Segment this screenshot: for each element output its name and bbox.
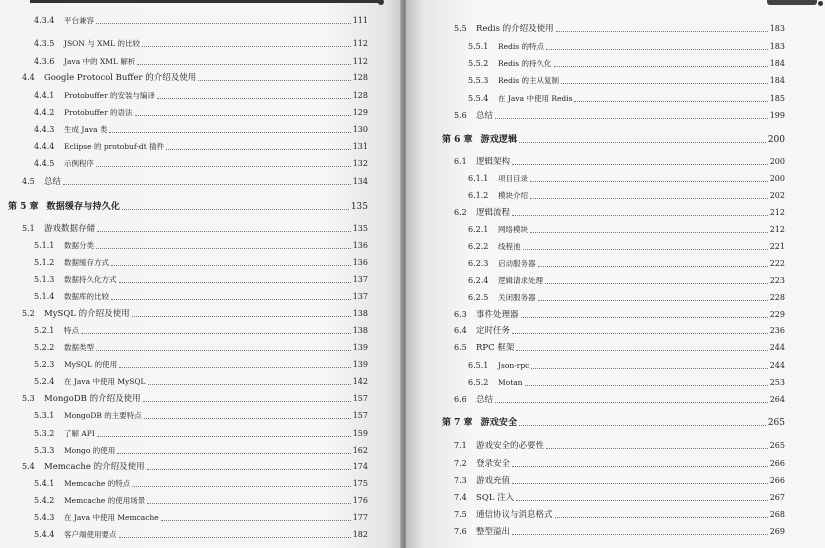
toc-title: MongoDB 的介绍及使用 bbox=[44, 394, 141, 404]
header-rule bbox=[30, 0, 380, 3]
toc-subsection bbox=[34, 39, 368, 49]
dot-leader bbox=[111, 299, 351, 300]
dot-leader bbox=[97, 436, 351, 437]
dot-leader bbox=[512, 164, 768, 165]
dot-leader bbox=[495, 402, 768, 403]
toc-number: 5.4.3 bbox=[34, 513, 55, 522]
toc-title: Redis 的介绍及使用 bbox=[476, 24, 554, 34]
toc-page-number: 128 bbox=[352, 91, 368, 100]
toc-title: 在 Java 中使用 Memcache bbox=[64, 513, 159, 522]
toc-number: 4.3.4 bbox=[34, 16, 55, 25]
toc-number: 4.4.2 bbox=[34, 108, 55, 117]
toc-page-number: 222 bbox=[769, 259, 785, 268]
dot-leader bbox=[554, 66, 768, 67]
toc-number: 7.3 bbox=[454, 476, 467, 485]
toc-page-number: 266 bbox=[769, 459, 785, 468]
toc-page-number: 157 bbox=[352, 394, 368, 403]
dot-leader bbox=[546, 448, 768, 449]
toc-number: 6.2.1 bbox=[468, 225, 489, 234]
toc-subsection bbox=[468, 242, 785, 252]
dot-leader bbox=[111, 265, 351, 266]
toc-title: 特点 bbox=[64, 326, 79, 335]
toc-page-number: 244 bbox=[769, 361, 785, 370]
toc-section bbox=[454, 527, 785, 537]
toc-number: 5.5.1 bbox=[468, 42, 489, 51]
toc-page-number: 112 bbox=[352, 39, 368, 48]
toc-page-number: 266 bbox=[769, 476, 785, 485]
toc-section bbox=[22, 309, 368, 319]
toc-number: 5.5.2 bbox=[468, 59, 489, 68]
toc-title: 逻辑流程 bbox=[476, 208, 511, 218]
dot-leader bbox=[142, 46, 351, 47]
toc-title: 事件处理器 bbox=[476, 310, 519, 320]
toc-page-number: 264 bbox=[769, 395, 785, 404]
toc-number: 6.1 bbox=[454, 157, 467, 166]
dot-leader bbox=[132, 316, 351, 317]
dot-leader bbox=[137, 64, 350, 65]
toc-subsection bbox=[468, 42, 785, 52]
toc-section bbox=[454, 476, 785, 486]
toc-title: Memcache 的特点 bbox=[64, 479, 131, 488]
toc-number: 5.1.3 bbox=[34, 275, 55, 284]
toc-title: Memcache 的使用场景 bbox=[64, 496, 146, 505]
toc-page-number: 174 bbox=[352, 462, 368, 471]
dot-leader bbox=[97, 231, 351, 232]
toc-title: 了解 API bbox=[64, 429, 95, 438]
dot-leader bbox=[561, 83, 768, 84]
toc-page-number: 137 bbox=[352, 292, 368, 301]
toc-section bbox=[22, 224, 368, 234]
toc-subsection bbox=[468, 293, 785, 303]
toc-subsection bbox=[34, 159, 368, 169]
toc-title: 线程池 bbox=[498, 242, 521, 251]
toc-number: 5.6 bbox=[454, 111, 467, 120]
toc-number: 6.2.5 bbox=[468, 293, 489, 302]
toc-number: 6.6 bbox=[454, 395, 467, 404]
dot-leader bbox=[96, 166, 351, 167]
dot-leader bbox=[143, 401, 351, 402]
toc-title: Protobuffer 的安装与编译 bbox=[64, 91, 156, 100]
toc-number: 6.2.2 bbox=[468, 242, 489, 251]
toc-page-number: 183 bbox=[769, 42, 785, 51]
toc-title: Protobuffer 的语法 bbox=[64, 108, 133, 117]
toc-title: 整型溢出 bbox=[476, 527, 511, 537]
dot-leader bbox=[119, 537, 351, 538]
toc-number: 6.5.1 bbox=[468, 361, 489, 370]
toc-page-number: 135 bbox=[352, 224, 368, 233]
right-page bbox=[406, 0, 825, 548]
toc-section bbox=[22, 177, 368, 187]
toc-page-number: 136 bbox=[352, 258, 368, 267]
toc-title: JSON 与 XML 的比较 bbox=[64, 39, 141, 48]
toc-number: 7.6 bbox=[454, 527, 467, 536]
toc-page-number: 135 bbox=[350, 202, 368, 212]
toc-number: 5.3.3 bbox=[34, 446, 55, 455]
toc-title: 总结 bbox=[44, 177, 62, 187]
toc-number: 5.1.1 bbox=[34, 241, 55, 250]
toc-subsection bbox=[468, 76, 785, 86]
toc-subsection bbox=[34, 57, 368, 67]
toc-number: 6.2.3 bbox=[468, 259, 489, 268]
dot-leader bbox=[512, 333, 768, 334]
toc-page-number: 130 bbox=[352, 125, 368, 134]
toc-page-number: 212 bbox=[769, 225, 785, 234]
toc-section bbox=[454, 208, 785, 218]
toc-title: 游戏逻辑 bbox=[480, 135, 518, 145]
toc-page-number: 253 bbox=[769, 378, 785, 387]
toc-number: 4.3.5 bbox=[34, 39, 55, 48]
toc-page-number: 159 bbox=[352, 429, 368, 438]
toc-number: 5.1 bbox=[22, 224, 35, 233]
toc-number: 5.2.1 bbox=[34, 326, 55, 335]
toc-title: Memcache 的介绍及使用 bbox=[44, 462, 145, 472]
dot-leader bbox=[556, 31, 768, 32]
toc-number: 5.3 bbox=[22, 394, 35, 403]
toc-page-number: 162 bbox=[352, 446, 368, 455]
toc-page-number: 200 bbox=[769, 174, 785, 183]
dot-leader bbox=[135, 115, 351, 116]
dot-leader bbox=[538, 266, 768, 267]
toc-subsection bbox=[468, 94, 785, 104]
toc-title: RPC 框架 bbox=[476, 343, 515, 353]
toc-title: MySQL 的介绍及使用 bbox=[44, 309, 130, 319]
toc-title: 逻辑架构 bbox=[476, 157, 511, 167]
toc-subsection bbox=[34, 326, 368, 336]
toc-subsection bbox=[468, 59, 785, 69]
toc-title: 游戏数据存储 bbox=[44, 224, 96, 234]
dot-leader bbox=[538, 300, 768, 301]
toc-subsection bbox=[34, 446, 368, 456]
toc-page-number: 131 bbox=[352, 142, 368, 151]
toc-page-number: 228 bbox=[769, 293, 785, 302]
toc-number: 5.1.2 bbox=[34, 258, 55, 267]
toc-number: 5.5.3 bbox=[468, 76, 489, 85]
toc-title: Redis 的主从复制 bbox=[498, 76, 560, 85]
toc-page-number: 267 bbox=[769, 493, 785, 502]
toc-title: 数据缓存方式 bbox=[64, 258, 109, 267]
toc-number: 5.1.4 bbox=[34, 292, 55, 301]
dot-leader bbox=[495, 118, 768, 119]
dot-leader bbox=[523, 249, 768, 250]
dot-leader bbox=[96, 248, 351, 249]
toc-subsection bbox=[468, 225, 785, 235]
toc-subsection bbox=[34, 275, 368, 285]
toc-subsection bbox=[34, 241, 368, 251]
header-tab bbox=[765, 0, 825, 10]
toc-subsection bbox=[34, 530, 368, 540]
toc-page-number: 269 bbox=[769, 527, 785, 536]
toc-page-number: 128 bbox=[352, 73, 368, 82]
toc-page-number: 223 bbox=[769, 276, 785, 285]
toc-page-number: 157 bbox=[352, 411, 368, 420]
toc-section bbox=[454, 343, 785, 353]
toc-subsection bbox=[34, 429, 368, 439]
toc-page-number: 129 bbox=[352, 108, 368, 117]
toc-number: 6.1.1 bbox=[468, 174, 489, 183]
dot-leader bbox=[546, 49, 768, 50]
toc-title: Mongo 的使用 bbox=[64, 446, 116, 455]
dot-leader bbox=[516, 350, 767, 351]
toc-number: 第 6 章 bbox=[442, 135, 473, 145]
toc-number: 5.4 bbox=[22, 462, 35, 471]
toc-subsection bbox=[34, 91, 368, 101]
dot-leader bbox=[109, 132, 350, 133]
dot-leader bbox=[96, 350, 351, 351]
toc-page-number: 184 bbox=[769, 59, 785, 68]
dot-leader bbox=[132, 486, 350, 487]
toc-subsection bbox=[34, 258, 368, 268]
toc-number: 5.2.2 bbox=[34, 343, 55, 352]
dot-leader bbox=[198, 80, 351, 81]
toc-page-number: 134 bbox=[352, 177, 368, 186]
toc-page-number: 176 bbox=[352, 496, 368, 505]
toc-subsection bbox=[468, 174, 785, 184]
toc-number: 7.5 bbox=[454, 510, 467, 519]
toc-number: 5.2.4 bbox=[34, 377, 55, 386]
toc-number: 5.5 bbox=[454, 24, 467, 33]
toc-number: 4.4.1 bbox=[34, 91, 55, 100]
toc-title: MySQL 的使用 bbox=[64, 360, 118, 369]
toc-subsection bbox=[468, 361, 785, 371]
toc-number: 6.2 bbox=[454, 208, 467, 217]
toc-page-number: 139 bbox=[352, 360, 368, 369]
toc-subsection bbox=[468, 276, 785, 286]
dot-leader bbox=[512, 534, 768, 535]
toc-title: 模块介绍 bbox=[498, 191, 528, 200]
toc-title: MongoDB 的主要特点 bbox=[64, 411, 142, 420]
toc-page-number: 136 bbox=[352, 241, 368, 250]
toc-title: 总结 bbox=[476, 111, 494, 121]
toc-page-number: 183 bbox=[769, 24, 785, 33]
toc-page-number: 177 bbox=[352, 513, 368, 522]
dot-leader bbox=[512, 466, 768, 467]
dot-leader bbox=[516, 500, 768, 501]
toc-section bbox=[454, 441, 785, 451]
dot-leader bbox=[555, 517, 768, 518]
dot-leader bbox=[157, 98, 351, 99]
toc-number: 5.2 bbox=[22, 309, 35, 318]
toc-title: 逻辑请求处理 bbox=[498, 276, 543, 285]
toc-title: 游戏安全的必要性 bbox=[476, 441, 545, 451]
dot-leader bbox=[122, 209, 349, 210]
toc-number: 5.4.1 bbox=[34, 479, 55, 488]
toc-page-number: 132 bbox=[352, 159, 368, 168]
toc-section bbox=[454, 310, 785, 320]
toc-number: 6.5.2 bbox=[468, 378, 489, 387]
toc-title: Eclipse 的 protobuf-dt 插件 bbox=[64, 142, 165, 151]
toc-page-number: 265 bbox=[769, 441, 785, 450]
toc-subsection bbox=[34, 360, 368, 370]
dot-leader bbox=[521, 317, 768, 318]
toc-number: 4.4.3 bbox=[34, 125, 55, 134]
toc-number: 5.3.2 bbox=[34, 429, 55, 438]
toc-page-number: 200 bbox=[769, 157, 785, 166]
toc-page-number: 138 bbox=[352, 309, 368, 318]
dot-leader bbox=[519, 425, 765, 426]
toc-chapter bbox=[442, 418, 785, 428]
toc-number: 7.1 bbox=[454, 441, 467, 450]
toc-section bbox=[454, 157, 785, 167]
toc-section bbox=[454, 326, 785, 336]
toc-number: 7.4 bbox=[454, 493, 467, 502]
dot-leader bbox=[519, 142, 765, 143]
toc-subsection bbox=[34, 142, 368, 152]
toc-page-number: 111 bbox=[352, 16, 368, 25]
toc-number: 6.1.2 bbox=[468, 191, 489, 200]
toc-subsection bbox=[34, 513, 368, 523]
toc-title: 数据类型 bbox=[64, 343, 94, 352]
toc-number: 6.2.4 bbox=[468, 276, 489, 285]
toc-number: 第 7 章 bbox=[442, 418, 473, 428]
toc-page-number: 229 bbox=[769, 310, 785, 319]
toc-title: 项目目录 bbox=[498, 174, 528, 183]
toc-number: 4.4 bbox=[22, 73, 35, 82]
toc-section bbox=[22, 394, 368, 404]
toc-title: 登录安全 bbox=[476, 459, 511, 469]
toc-subsection bbox=[34, 16, 368, 26]
dot-leader bbox=[161, 520, 351, 521]
toc-subsection bbox=[34, 125, 368, 135]
dot-leader bbox=[119, 282, 351, 283]
toc-title: Json-rpc bbox=[498, 361, 530, 370]
toc-number: 5.3.1 bbox=[34, 411, 55, 420]
toc-subsection bbox=[34, 411, 368, 421]
toc-section bbox=[22, 73, 368, 83]
dot-leader bbox=[530, 181, 768, 182]
toc-number: 6.3 bbox=[454, 310, 467, 319]
toc-title: 启动服务器 bbox=[498, 259, 536, 268]
toc-number: 5.5.4 bbox=[468, 94, 489, 103]
dot-leader bbox=[63, 184, 351, 185]
toc-number: 4.4.4 bbox=[34, 142, 55, 151]
toc-section bbox=[454, 493, 785, 503]
toc-title: 通信协议与消息格式 bbox=[476, 510, 553, 520]
toc-page-number: 185 bbox=[769, 94, 785, 103]
dot-leader bbox=[574, 101, 767, 102]
toc-title: SQL 注入 bbox=[476, 493, 515, 503]
toc-title: Redis 的特点 bbox=[498, 42, 545, 51]
toc-title: Motan bbox=[498, 378, 523, 387]
toc-title: Google Protocol Buffer 的介绍及使用 bbox=[44, 73, 197, 83]
toc-title: 关闭服务器 bbox=[498, 293, 536, 302]
toc-title: 数据持久化方式 bbox=[64, 275, 117, 284]
dot-leader bbox=[530, 232, 768, 233]
toc-page-number: 212 bbox=[769, 208, 785, 217]
toc-number: 5.2.3 bbox=[34, 360, 55, 369]
toc-subsection bbox=[468, 378, 785, 388]
toc-title: 平台兼容 bbox=[64, 16, 94, 25]
toc-section bbox=[454, 510, 785, 520]
toc-subsection bbox=[34, 377, 368, 387]
toc-number: 6.5 bbox=[454, 343, 467, 352]
toc-title: 数据分类 bbox=[64, 241, 94, 250]
toc-subsection bbox=[34, 343, 368, 353]
toc-page-number: 221 bbox=[769, 242, 785, 251]
toc-subsection bbox=[34, 479, 368, 489]
toc-title: 游戏充值 bbox=[476, 476, 511, 486]
toc-subsection bbox=[468, 259, 785, 269]
dot-leader bbox=[531, 368, 767, 369]
toc-title: Java 中的 XML 解析 bbox=[64, 57, 136, 66]
toc-number: 6.4 bbox=[454, 326, 467, 335]
toc-chapter bbox=[442, 135, 785, 145]
dot-leader bbox=[512, 215, 768, 216]
toc-subsection bbox=[468, 191, 785, 201]
dot-leader bbox=[147, 469, 351, 470]
toc-title: 客户端使用要点 bbox=[64, 530, 117, 539]
dot-leader bbox=[96, 23, 351, 24]
toc-section bbox=[454, 395, 785, 405]
toc-section bbox=[454, 24, 785, 34]
dot-leader bbox=[81, 333, 351, 334]
toc-page-number: 199 bbox=[769, 111, 785, 120]
toc-section bbox=[454, 111, 785, 121]
toc-title: 在 Java 中使用 Redis bbox=[498, 94, 573, 103]
toc-title: 总结 bbox=[476, 395, 494, 405]
toc-page-number: 268 bbox=[769, 510, 785, 519]
toc-section bbox=[454, 459, 785, 469]
toc-page-number: 184 bbox=[769, 76, 785, 85]
toc-page-number: 236 bbox=[769, 326, 785, 335]
dot-leader bbox=[119, 367, 351, 368]
toc-number: 4.5 bbox=[22, 177, 35, 186]
toc-title: 数据库的比较 bbox=[64, 292, 109, 301]
toc-title: 定时任务 bbox=[476, 326, 511, 336]
dot-leader bbox=[117, 453, 350, 454]
toc-subsection bbox=[34, 292, 368, 302]
toc-section bbox=[22, 462, 368, 472]
left-page bbox=[0, 0, 402, 548]
toc-number: 5.4.2 bbox=[34, 496, 55, 505]
toc-page-number: 138 bbox=[352, 326, 368, 335]
toc-page-number: 139 bbox=[352, 343, 368, 352]
dot-leader bbox=[148, 384, 351, 385]
toc-number: 第 5 章 bbox=[8, 202, 39, 212]
toc-page-number: 175 bbox=[352, 479, 368, 488]
dot-leader bbox=[147, 503, 350, 504]
toc-number: 4.3.6 bbox=[34, 57, 55, 66]
toc-title: Redis 的持久化 bbox=[498, 59, 552, 68]
dot-leader bbox=[545, 283, 768, 284]
toc-number: 7.2 bbox=[454, 459, 467, 468]
toc-page-number: 182 bbox=[352, 530, 368, 539]
dot-leader bbox=[144, 418, 351, 419]
dot-leader bbox=[525, 385, 768, 386]
toc-title: 在 Java 中使用 MySQL bbox=[64, 377, 146, 386]
dot-leader bbox=[530, 198, 768, 199]
toc-page-number: 244 bbox=[769, 343, 785, 352]
toc-subsection bbox=[34, 496, 368, 506]
toc-page-number: 202 bbox=[769, 191, 785, 200]
toc-page-number: 200 bbox=[767, 135, 785, 145]
toc-title: 网络模块 bbox=[498, 225, 528, 234]
toc-page-number: 112 bbox=[352, 57, 368, 66]
dot-leader bbox=[512, 483, 768, 484]
toc-subsection bbox=[34, 108, 368, 118]
toc-title: 数据缓存与持久化 bbox=[46, 202, 121, 212]
toc-title: 生成 Java 类 bbox=[64, 125, 108, 134]
toc-number: 4.4.5 bbox=[34, 159, 55, 168]
toc-chapter bbox=[8, 202, 368, 212]
toc-page-number: 142 bbox=[352, 377, 368, 386]
toc-page-number: 265 bbox=[767, 418, 785, 428]
dot-leader bbox=[166, 149, 351, 150]
toc-page-number: 137 bbox=[352, 275, 368, 284]
toc-number: 5.4.4 bbox=[34, 530, 55, 539]
toc-title: 示例程序 bbox=[64, 159, 94, 168]
toc-title: 游戏安全 bbox=[480, 418, 518, 428]
